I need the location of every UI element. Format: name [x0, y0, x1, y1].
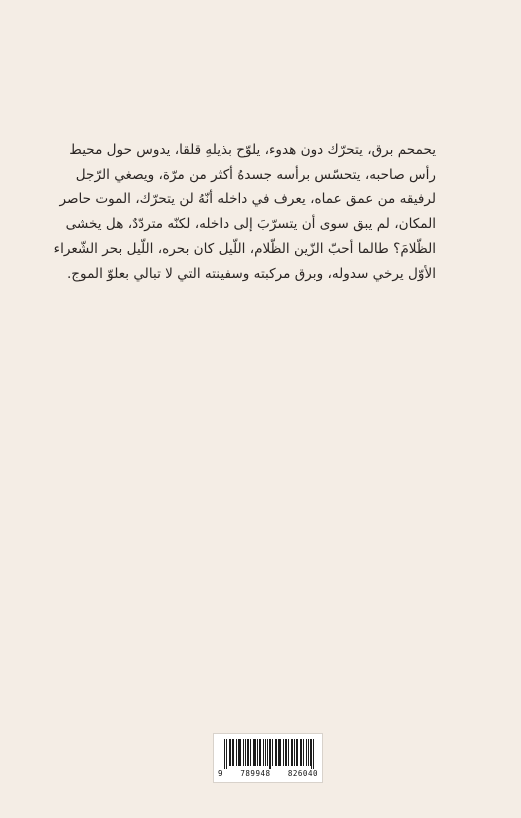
- barcode-bar: [259, 739, 260, 766]
- barcode-bar: [236, 739, 237, 766]
- barcode-bar: [233, 739, 234, 766]
- barcode-bar: [313, 739, 314, 769]
- barcode-bar: [279, 739, 280, 766]
- barcode-bar: [278, 739, 279, 766]
- isbn-barcode: [213, 733, 323, 783]
- barcode-bar: [243, 739, 244, 766]
- barcode-bar: [301, 739, 302, 766]
- barcode-bar: [239, 739, 240, 766]
- blurb-line: رأس صاحبه، يتحسّس برأسه جسدهُ أكثر من مرّة، ويصغي الرّجل: [75, 166, 436, 183]
- barcode-bar: [276, 739, 277, 766]
- barcode-bar: [245, 739, 246, 766]
- barcode-bar: [283, 739, 284, 766]
- barcode-bar: [270, 739, 271, 769]
- barcode-bar: [224, 739, 225, 769]
- blurb-line: لرفيقه من عمق عماه، يعرف في داخله أنّهُ لن يتحرّك، الموت حاصر: [59, 191, 436, 208]
- barcode-bar: [260, 739, 261, 766]
- barcode-bar: [226, 739, 227, 769]
- blurb-line: المكان، لم يبق سوى أن يتسرّبَ إلى داخله، لكنّه متردّدٌ، هل يخشى: [65, 216, 436, 233]
- barcode-bar: [300, 739, 301, 766]
- barcode-bar: [229, 739, 230, 766]
- barcode-bar: [240, 739, 241, 766]
- barcode-bar: [280, 739, 281, 766]
- barcode-bar: [306, 739, 307, 766]
- barcode-bar: [310, 739, 311, 766]
- barcode-bar: [292, 739, 293, 766]
- isbn-right-group: 826040: [287, 769, 318, 778]
- barcode-bar: [308, 739, 309, 766]
- barcode-bar: [294, 739, 295, 766]
- barcode-bar: [288, 739, 289, 766]
- barcode-bar: [291, 739, 292, 766]
- barcode-bar: [286, 739, 287, 766]
- barcode-bar: [269, 739, 270, 769]
- barcode-bar: [272, 739, 273, 766]
- isbn-left-group: 789948: [240, 769, 271, 778]
- barcode-bar: [248, 739, 249, 766]
- blurb-line: الأوّل يرخي سدوله، وبرق مركبته وسفينته التي لا تبالي بعلوّ الموج.: [66, 265, 436, 282]
- barcode-bar: [232, 739, 233, 766]
- barcode-bar: [311, 739, 312, 769]
- barcode-bar: [253, 739, 254, 766]
- barcode-bar: [255, 739, 256, 766]
- barcode-bar: [296, 739, 297, 766]
- blurb-line: الظّلامَ؟ طالما أحبّ الزّين الظّلام، اللّيل كان بحره، اللّيل بحر الشّعراء: [53, 240, 436, 257]
- barcode-bar: [247, 739, 248, 766]
- barcode-bar: [263, 739, 264, 766]
- barcode-bar: [230, 739, 231, 766]
- barcode-bar: [297, 739, 298, 766]
- barcode-bar: [275, 739, 276, 766]
- barcode-bar: [267, 739, 268, 766]
- back-cover-blurb: [53, 138, 436, 286]
- barcode-bar: [250, 739, 251, 766]
- barcode-bars: [224, 739, 314, 769]
- barcode-bar: [285, 739, 286, 766]
- barcode-bar: [265, 739, 266, 766]
- barcode-bar: [254, 739, 255, 766]
- isbn-first-digit: 9: [218, 769, 224, 778]
- barcode-bar: [238, 739, 239, 766]
- barcode-bar: [303, 739, 304, 766]
- blurb-line: يحمحم برق، يتحرّك دون هدوء، يلوّح بذيلهِ قلقا، يدوس حول محيط: [69, 142, 436, 158]
- barcode-bar: [257, 739, 258, 766]
- isbn-number: [218, 769, 318, 778]
